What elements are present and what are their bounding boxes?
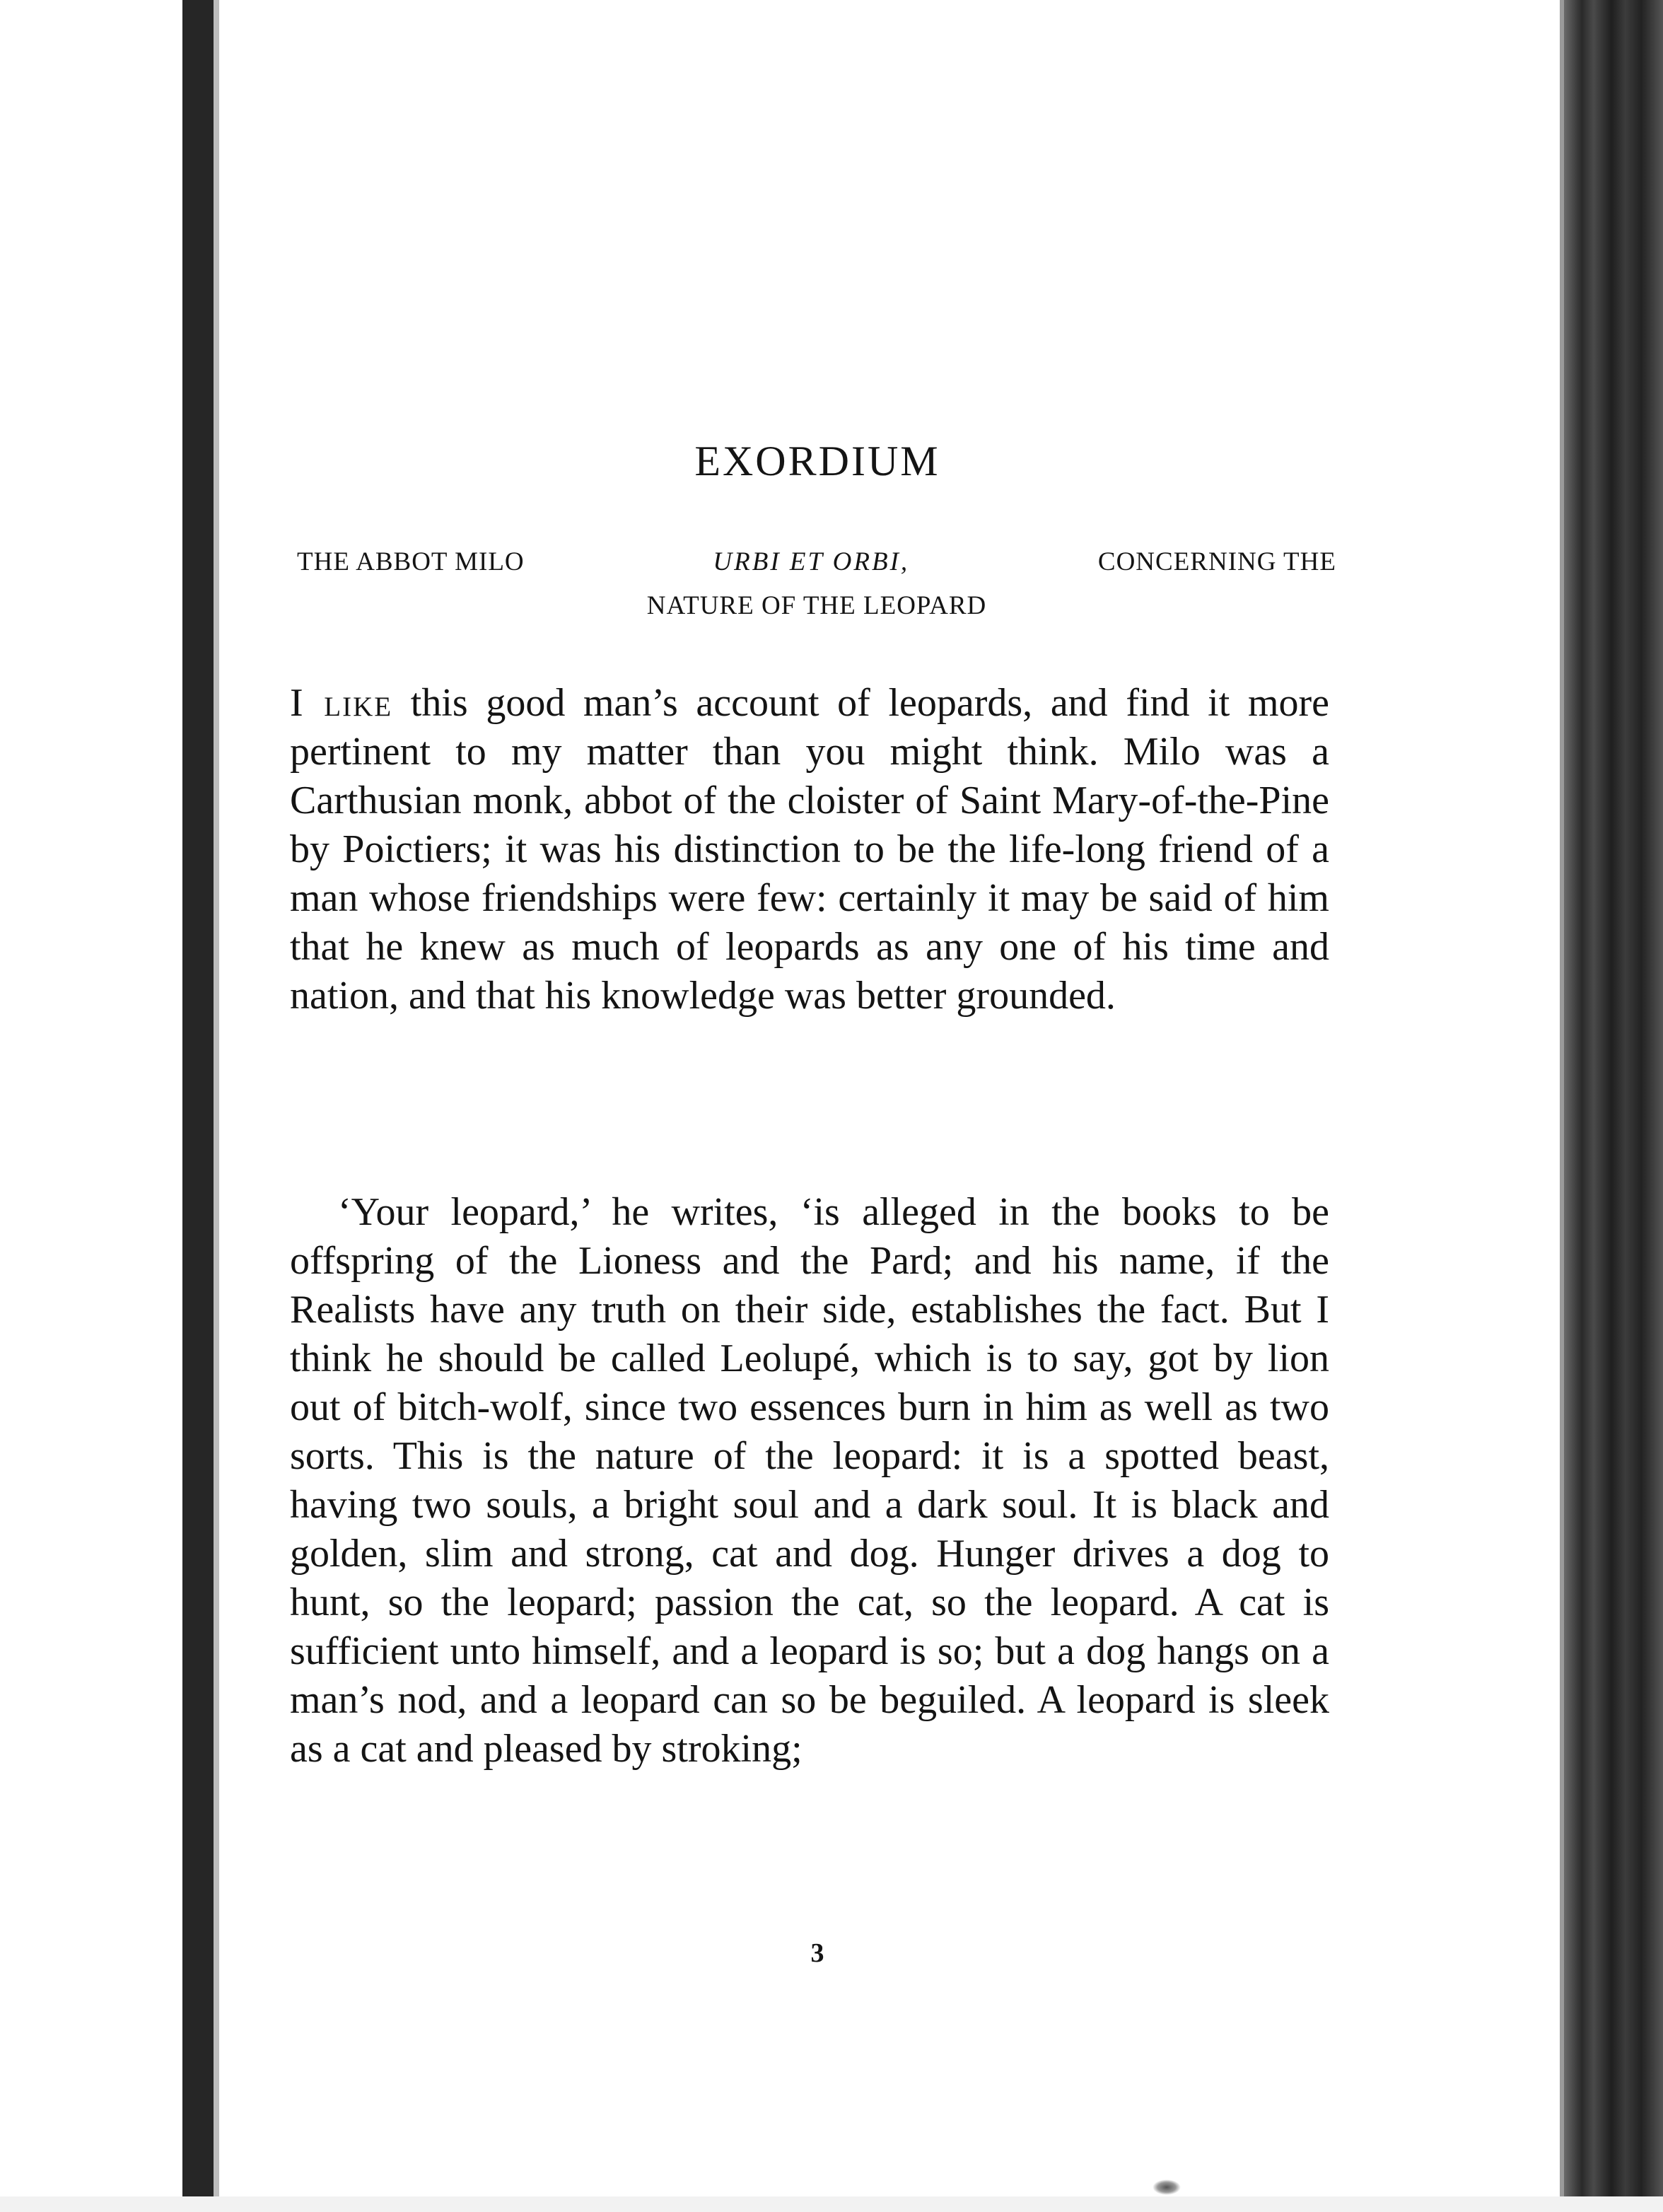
chapter-subtitle	[297, 540, 1336, 628]
subtitle-right: CONCERNING THE	[1097, 547, 1336, 576]
paragraph-1	[290, 679, 1329, 1020]
scan-bottom-margin	[0, 2196, 1663, 2212]
book-page	[219, 0, 1560, 2196]
subtitle-latin: URBI ET ORBI,	[713, 547, 910, 576]
book-fore-edge	[1564, 0, 1663, 2212]
subtitle-line-1	[297, 540, 1336, 584]
paragraph-1-text: this good man’s account of leopards, and find it more pertinent to my matter than you might think. Milo was a Carthusian monk, abbot of the cloister of Saint Mary-of-the-Pine by Poictiers; it was his distinction to be the life-long friend of a man whose friendships were few: certainly it may be said of him that he knew as much of leopards as any one of his time and nation, and that his knowledge was better grounded.	[290, 681, 1330, 1018]
page-number: 3	[810, 1938, 824, 1968]
chapter-title: EXORDIUM	[694, 438, 940, 484]
paragraph-2: ‘Your leopard,’ he writes, ‘is alleged in the books to be offspring of the Lioness and the Pard; and his name, if the Realists have any truth on their side, establishes the fact. But I think he should be called Leolupé, which is to say, got by lion out of bitch-wolf, since two essences burn in him as well as two sorts. This is the nature of the leopard: it is a spotted beast, having two souls, a bright soul and a dark soul. It is black and golden, slim and strong, cat and dog. Hunger drives a dog to hunt, so the leopard; passion the cat, so the leopard. A cat is sufficient unto himself, and a leopard is so; but a dog hangs on a man’s nod, and a leopard can so be beguiled. A leopard is sleek as a cat and pleased by stroking;	[290, 1190, 1329, 1771]
subtitle-line-2: NATURE OF THE LEOPARD	[646, 591, 987, 620]
smudge-mark	[1153, 2179, 1181, 2195]
binding-shadow-left	[182, 0, 214, 2212]
subtitle-left: THE ABBOT MILO	[297, 547, 525, 576]
binding-edge-left	[214, 0, 219, 2212]
opening-words: I like	[290, 681, 393, 725]
